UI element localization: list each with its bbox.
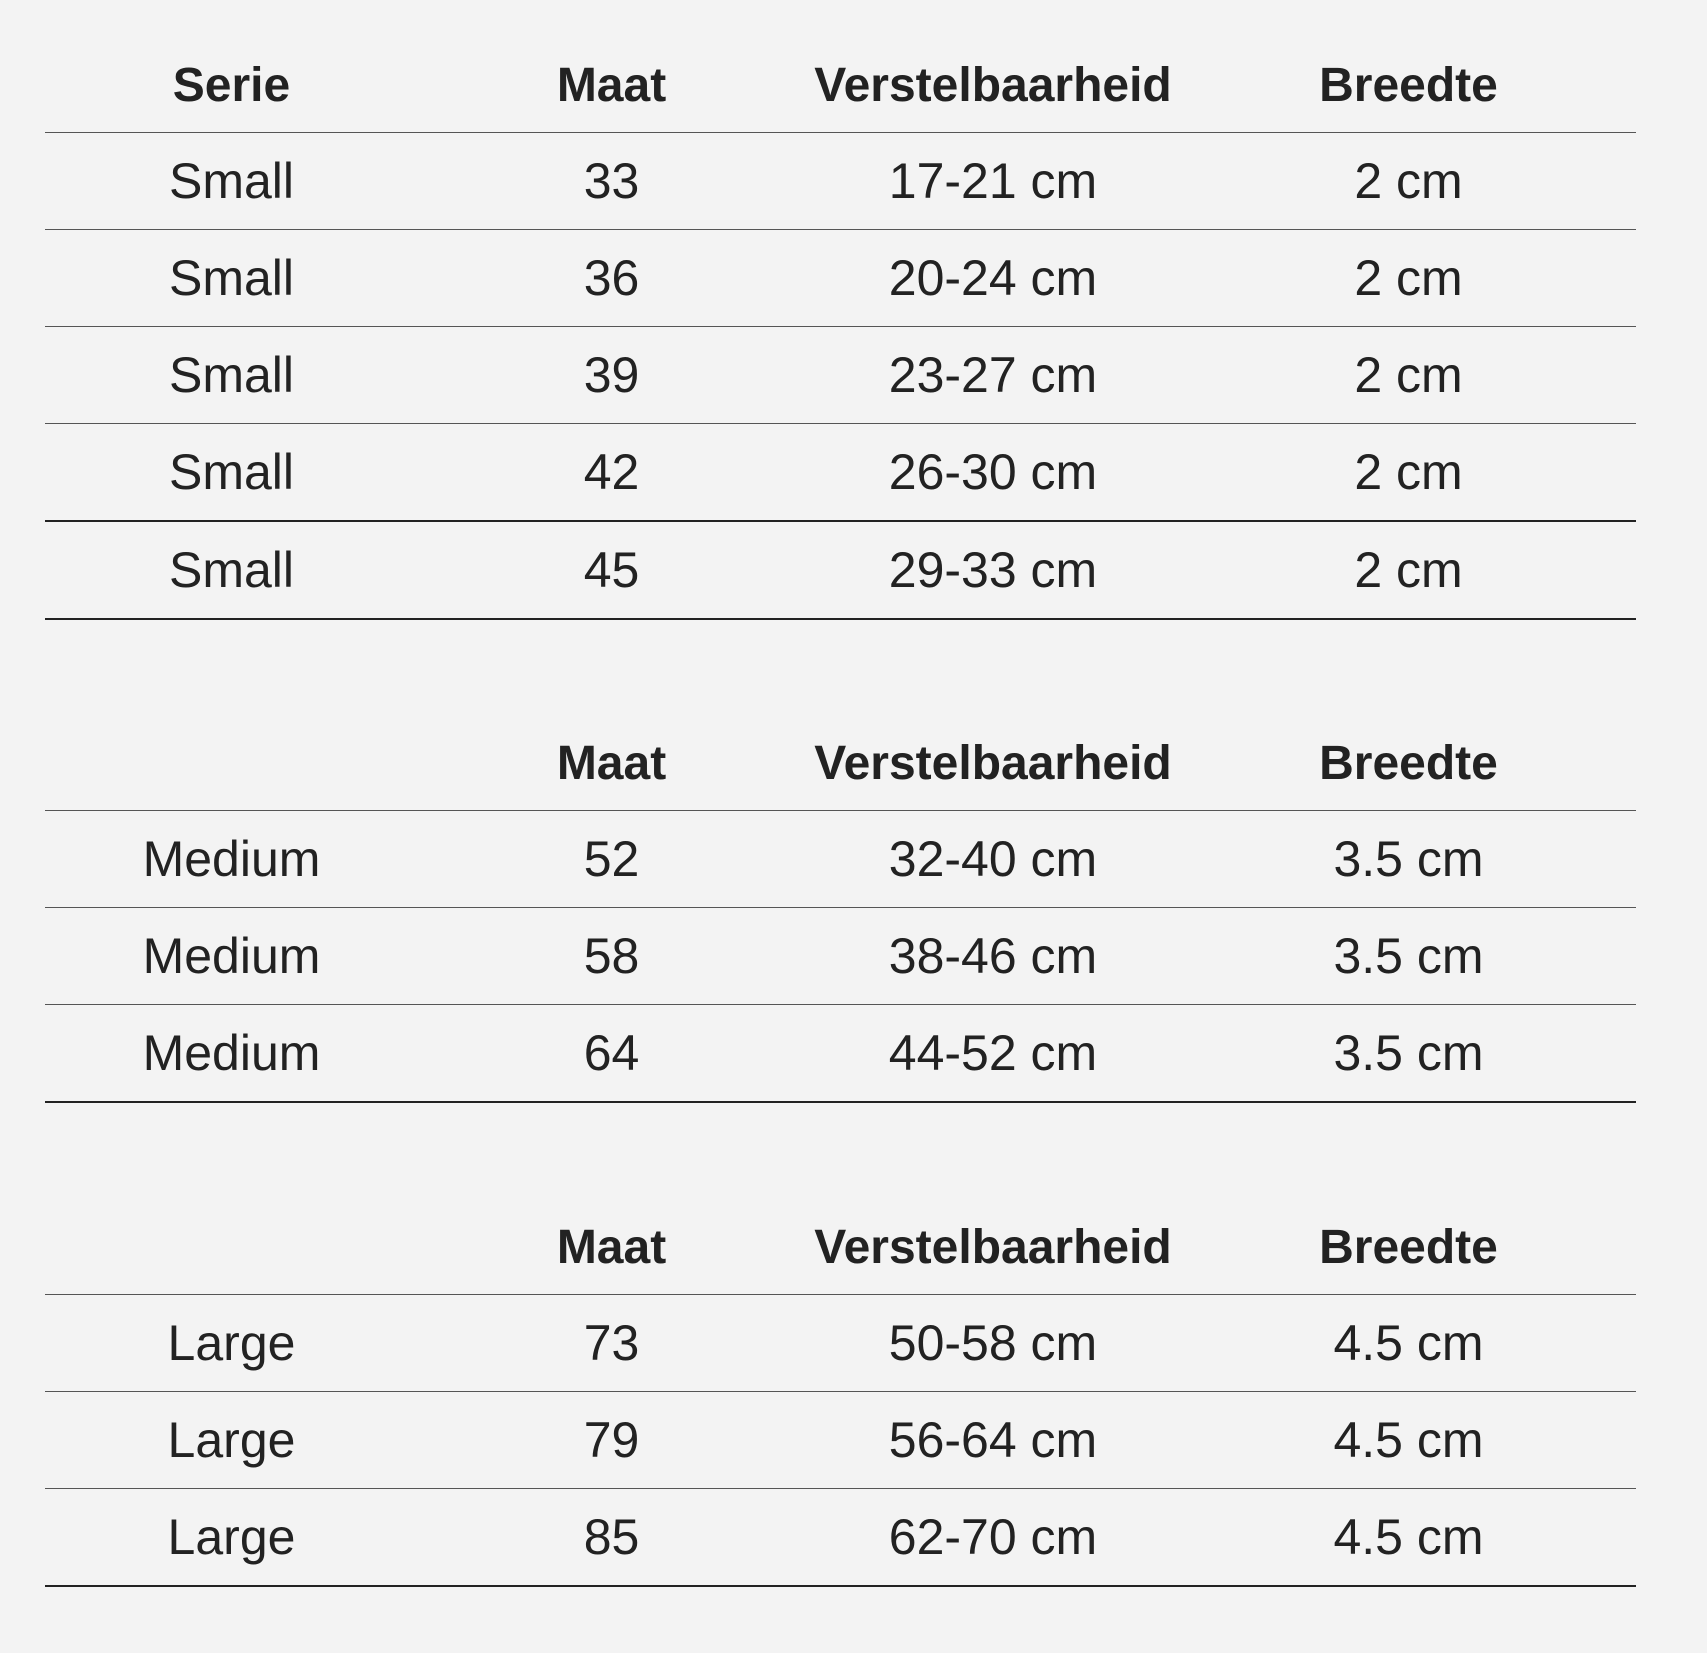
table-row: [45, 811, 1636, 908]
header-verstelbaarheid: Verstelbaarheid: [805, 38, 1181, 133]
table-row: [45, 1392, 1636, 1489]
cell-breedte: 2 cm: [1181, 230, 1636, 327]
cell-maat: 73: [418, 1295, 805, 1392]
cell-serie: Small: [45, 327, 418, 424]
cell-verstelbaarheid: 29-33 cm: [805, 521, 1181, 619]
cell-verstelbaarheid: 38-46 cm: [805, 908, 1181, 1005]
cell-serie: Medium: [45, 908, 418, 1005]
size-table-medium: [45, 716, 1636, 1103]
header-breedte: Breedte: [1181, 1200, 1636, 1295]
cell-breedte: 2 cm: [1181, 133, 1636, 230]
table-row: [45, 1295, 1636, 1392]
cell-breedte: 2 cm: [1181, 424, 1636, 522]
cell-verstelbaarheid: 50-58 cm: [805, 1295, 1181, 1392]
cell-breedte: 3.5 cm: [1181, 811, 1636, 908]
cell-verstelbaarheid: 17-21 cm: [805, 133, 1181, 230]
cell-verstelbaarheid: 26-30 cm: [805, 424, 1181, 522]
cell-breedte: 3.5 cm: [1181, 908, 1636, 1005]
cell-verstelbaarheid: 20-24 cm: [805, 230, 1181, 327]
header-serie: Serie: [45, 38, 418, 133]
cell-verstelbaarheid: 56-64 cm: [805, 1392, 1181, 1489]
cell-breedte: 4.5 cm: [1181, 1392, 1636, 1489]
cell-breedte: 3.5 cm: [1181, 1005, 1636, 1103]
cell-maat: 36: [418, 230, 805, 327]
table-header-row: [45, 1200, 1636, 1295]
cell-serie: Small: [45, 521, 418, 619]
header-verstelbaarheid: Verstelbaarheid: [805, 1200, 1181, 1295]
size-table-small: [45, 38, 1636, 620]
table-row: [45, 424, 1636, 522]
header-maat: Maat: [418, 38, 805, 133]
table-row: [45, 908, 1636, 1005]
cell-maat: 39: [418, 327, 805, 424]
cell-serie: Large: [45, 1489, 418, 1587]
table-row: [45, 133, 1636, 230]
table-row: [45, 1005, 1636, 1103]
cell-verstelbaarheid: 44-52 cm: [805, 1005, 1181, 1103]
table-row: [45, 521, 1636, 619]
cell-serie: Large: [45, 1392, 418, 1489]
table-header-row: [45, 716, 1636, 811]
cell-serie: Medium: [45, 811, 418, 908]
table-row: [45, 1489, 1636, 1587]
header-maat: Maat: [418, 1200, 805, 1295]
table-header-row: [45, 38, 1636, 133]
cell-serie: Small: [45, 424, 418, 522]
cell-serie: Small: [45, 230, 418, 327]
cell-verstelbaarheid: 32-40 cm: [805, 811, 1181, 908]
header-empty: [45, 1200, 418, 1295]
cell-maat: 64: [418, 1005, 805, 1103]
cell-breedte: 2 cm: [1181, 327, 1636, 424]
cell-serie: Medium: [45, 1005, 418, 1103]
header-breedte: Breedte: [1181, 716, 1636, 811]
header-empty: [45, 716, 418, 811]
table-row: [45, 327, 1636, 424]
cell-serie: Large: [45, 1295, 418, 1392]
cell-maat: 33: [418, 133, 805, 230]
header-breedte: Breedte: [1181, 38, 1636, 133]
cell-maat: 79: [418, 1392, 805, 1489]
cell-maat: 42: [418, 424, 805, 522]
header-verstelbaarheid: Verstelbaarheid: [805, 716, 1181, 811]
cell-maat: 85: [418, 1489, 805, 1587]
cell-verstelbaarheid: 23-27 cm: [805, 327, 1181, 424]
table-row: [45, 230, 1636, 327]
cell-maat: 58: [418, 908, 805, 1005]
header-maat: Maat: [418, 716, 805, 811]
cell-maat: 45: [418, 521, 805, 619]
cell-verstelbaarheid: 62-70 cm: [805, 1489, 1181, 1587]
size-table-large: [45, 1200, 1636, 1587]
cell-maat: 52: [418, 811, 805, 908]
cell-breedte: 2 cm: [1181, 521, 1636, 619]
cell-breedte: 4.5 cm: [1181, 1295, 1636, 1392]
cell-breedte: 4.5 cm: [1181, 1489, 1636, 1587]
cell-serie: Small: [45, 133, 418, 230]
